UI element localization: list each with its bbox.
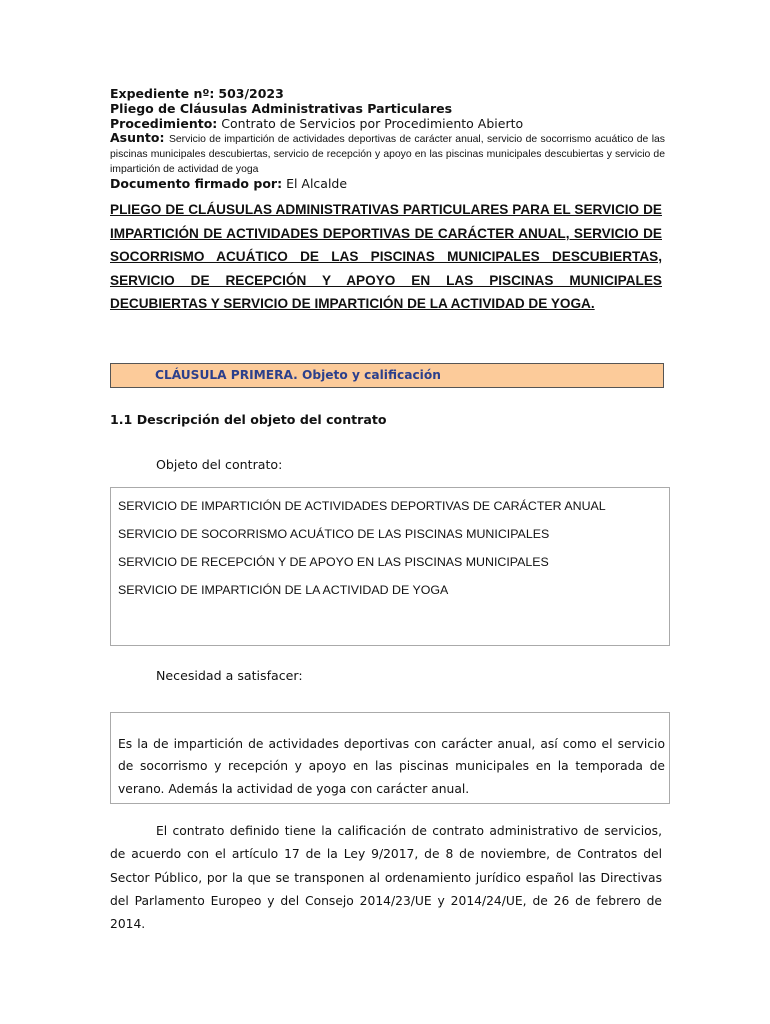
asunto-value: Servicio de impartición de actividades deportivas de carácter anual, servicio de socorrismo acuático de las piscinas municipales descubiertas, servicio de recepción y apoyo en las piscinas municipales descubiertas y servicio de impartición de actividad de yoga xyxy=(110,134,665,175)
pliego-line xyxy=(110,101,665,116)
calificacion-paragraph: El contrato definido tiene la calificación de contrato administrativo de servicios, de acuerdo con el artículo 17 de la Ley 9/2017, de 8 de noviembre, de Contratos del Sector Público, por la que se transponen al ordenamiento jurídico español las Directivas del Parlamento Europeo y del Consejo 2014/23/UE y 2014/24/UE, de 26 de febrero de 2014. xyxy=(110,824,662,932)
objeto-label: Objeto del contrato: xyxy=(156,457,283,472)
clause-heading-box xyxy=(110,363,664,388)
necesidad-text: Es la de impartición de actividades deportivas con carácter anual, así como el servicio de socorrismo y recepción y apoyo en las piscinas municipales en la temporada de verano. Además la actividad de yoga con carácter anual. xyxy=(118,737,665,796)
objeto-box xyxy=(110,487,670,646)
pliego-text: Pliego de Cláusulas Administrativas Particulares xyxy=(110,101,453,116)
procedimiento-line xyxy=(110,116,665,131)
asunto-label: Asunto: xyxy=(110,130,165,145)
objeto-item: SERVICIO DE IMPARTICIÓN DE ACTIVIDADES DEPORTIVAS DE CARÁCTER ANUAL xyxy=(118,499,606,513)
necesidad-box xyxy=(110,712,670,804)
firmado-label: Documento firmado por: xyxy=(110,176,283,191)
clause-heading: CLÁUSULA PRIMERA. Objeto y calificación xyxy=(155,368,441,382)
objeto-item: SERVICIO DE RECEPCIÓN Y DE APOYO EN LAS PISCINAS MUNICIPALES xyxy=(118,555,549,569)
asunto-line xyxy=(110,131,665,176)
document-header xyxy=(110,86,665,191)
procedimiento-value: Contrato de Servicios por Procedimiento Abierto xyxy=(221,116,524,131)
procedimiento-label: Procedimiento: xyxy=(110,116,218,131)
firmado-line xyxy=(110,176,665,191)
firmado-value: El Alcalde xyxy=(286,176,348,191)
objeto-item: SERVICIO DE IMPARTICIÓN DE LA ACTIVIDAD DE YOGA xyxy=(118,583,449,597)
expediente-label: Expediente nº: xyxy=(110,86,215,101)
expediente-value: 503/2023 xyxy=(218,86,284,101)
expediente-line xyxy=(110,86,665,101)
objeto-item: SERVICIO DE SOCORRISMO ACUÁTICO DE LAS PISCINAS MUNICIPALES xyxy=(118,527,550,541)
document-title: PLIEGO DE CLÁUSULAS ADMINISTRATIVAS PARTICULARES PARA EL SERVICIO DE IMPARTICIÓN DE ACTIVIDADES DEPORTIVAS DE CARÁCTER ANUAL, SERVICIO DE SOCORRISMO ACUÁTICO DE LAS PISCINAS MUNICIPALES DESCUBIERTAS, SERVICIO DE RECEPCIÓN Y APOYO EN LAS PISCINAS MUNICIPALES DECUBIERTAS Y SERVICIO DE IMPARTICIÓN DE LA ACTIVIDAD DE YOGA. xyxy=(110,202,662,312)
section-subheading: 1.1 Descripción del objeto del contrato xyxy=(110,412,387,427)
necesidad-label: Necesidad a satisfacer: xyxy=(156,668,303,683)
